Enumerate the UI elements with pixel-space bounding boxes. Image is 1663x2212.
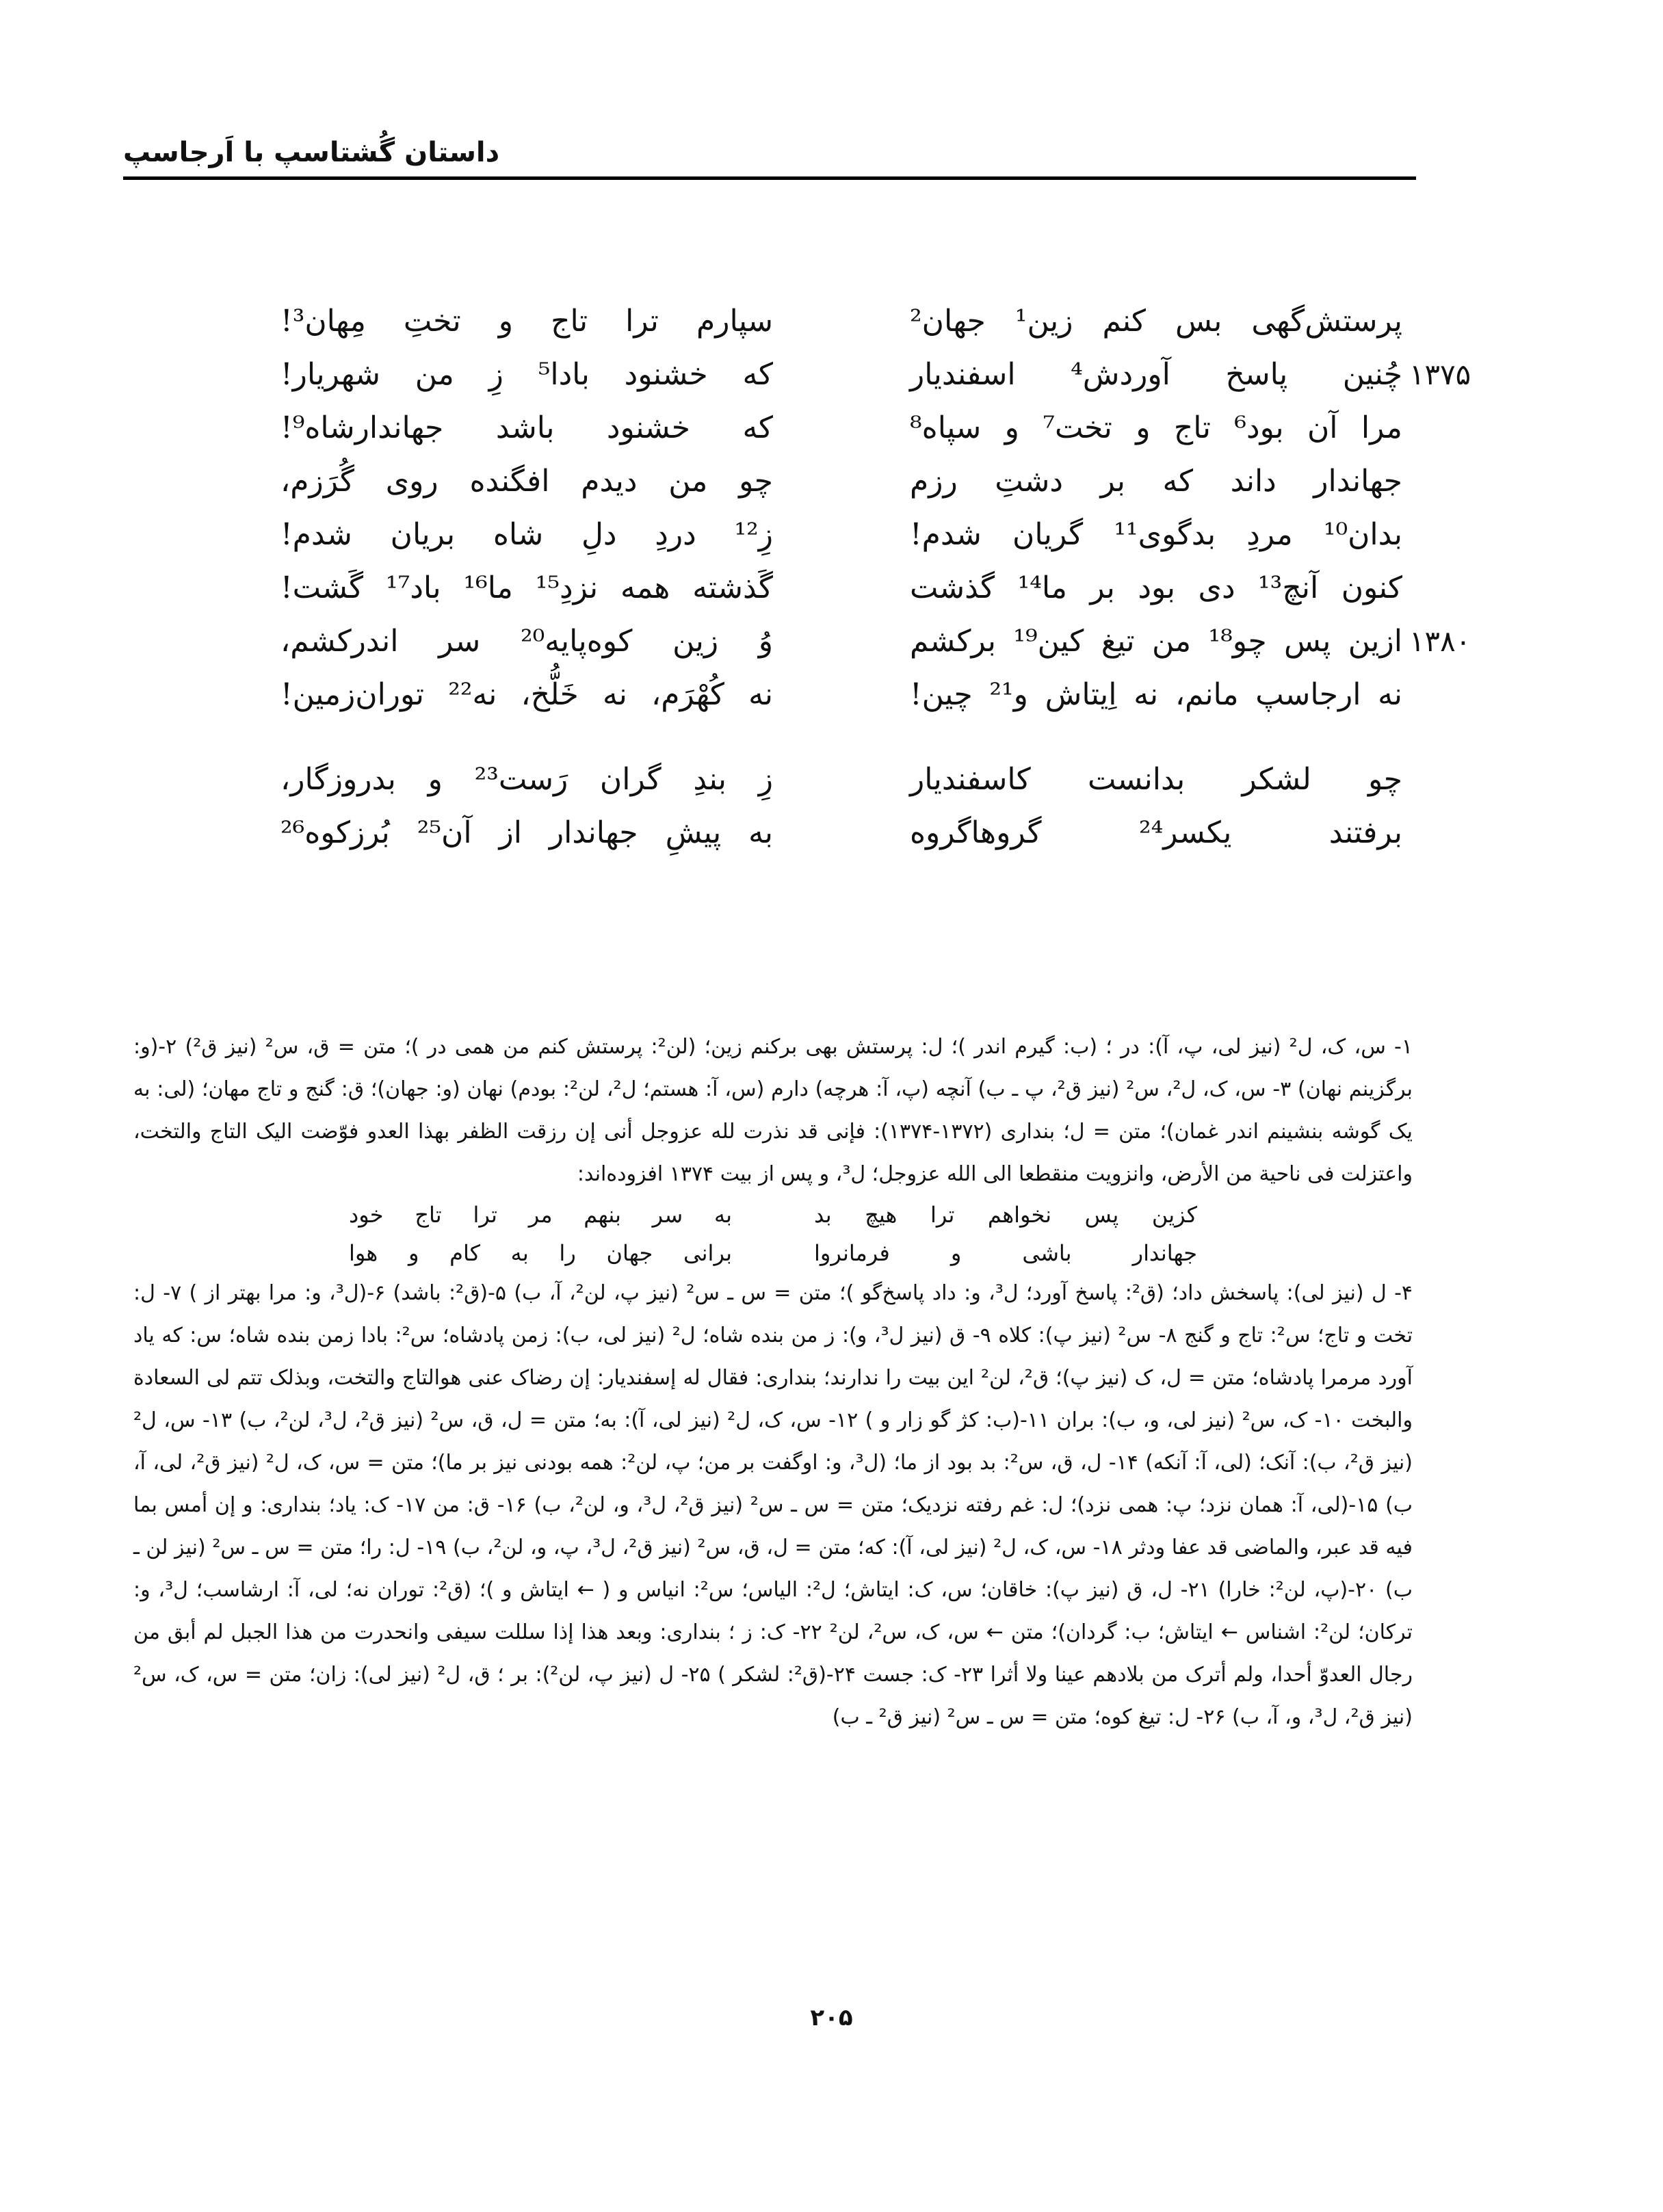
- couplet: [233, 347, 1471, 401]
- hemistich-first: بدان¹⁰ مردِ بدگوی¹¹ گریان شدم!: [910, 516, 1402, 552]
- hemistich-second: گَذشته همه نزدِ¹⁵ ما¹⁶ باد¹⁷ گَشت!: [280, 570, 773, 605]
- hemistich-second: به پیشِ جهاندار از آن²⁵ بُرزکوه²⁶: [280, 815, 773, 850]
- couplet: [233, 668, 1402, 721]
- hemistich-second: که خشنود بادا⁵ زِ من شهریار!: [280, 356, 773, 392]
- hemistich-second: چو من دیدم افگنده روی گُرَزم،: [280, 463, 773, 499]
- couplet: [233, 561, 1402, 614]
- hemistich-first: نه ارجاسپ مانم، نه اِیتاش و²¹ چین!: [910, 676, 1402, 712]
- inserted-verse: [133, 1196, 1413, 1234]
- hemistich-second: برانی جهان را به کام و هوا: [349, 1240, 732, 1266]
- hemistich-second: نه کُهْرَم، نه خَلُّخ، نه²² توران‌زمین!: [280, 676, 773, 712]
- couplet: [233, 294, 1402, 347]
- inserted-verse: [133, 1234, 1413, 1272]
- hemistich-first: جهاندار داند که بر دشتِ رزم: [910, 463, 1402, 499]
- hemistich-first: چُنین پاسخ آوردش⁴ اسفندیار: [910, 356, 1403, 392]
- couplet: [233, 614, 1471, 668]
- couplet: [233, 508, 1402, 561]
- hemistich-first: مرا آن بود⁶ تاج و تخت⁷ و سپاه⁸: [910, 410, 1402, 445]
- poem-body: [233, 294, 1471, 859]
- hemistich-second: سپارم ترا تاج و تختِ مِهان³!: [280, 303, 773, 339]
- footnote-paragraph-1: ۱- س، ک، ل² (نیز لی، پ، آ): در ؛ (ب: گیرم اندر )؛ ل: پرستش بهی برکنم زین؛ (لن²: پرستش کنم من همی در )؛ متن = ق، س² (نیز ق²) ۲-(و: برگزینم نهان) ۳- س، ک، ل²، س² (نیز ق²، پ ـ ب) آنچه (پ، آ: هرچه) دارم (س، آ: هستم؛ ل²، لن²: بودم) نهان (و: جهان)؛ ق: گنج و تاج مهان؛ (لی: به یک گوشه بنشینم اندر غمان)؛ متن = ل؛ بنداری (۱۳۷۲-۱۳۷۴): فإنی قد نذرت لله عزوجل أنی إن رزقت الظفر بهذا العدو فوّضت الیک التاج والتخت، واعتزلت فی ناحیة من الأرض، وانزویت منقطعا الی الله عزوجل؛ ل³، و پس از بیت ۱۳۷۴ افزوده‌اند:: [133, 1035, 1413, 1186]
- header-rule: [123, 176, 1416, 180]
- footnotes: [133, 1026, 1413, 1739]
- hemistich-first: پرستش‌گهی بس کنم زین¹ جهان²: [910, 303, 1402, 339]
- hemistich-second: زِ¹² دردِ دلِ شاه بریان شدم!: [280, 516, 773, 552]
- footnote-paragraph-2: ۴- ل (نیز لی): پاسخش داد؛ (ق²: پاسخ آورد؛ ل³، و: داد پاسخ‌گو )؛ متن = س ـ س² (نیز پ، لن²، آ، ب) ۵-(ق²: باشد) ۶-(ل³، و: مرا بهتر از ) ۷- ل: تخت و تاج؛ س²: تاج و گنج ۸- س² (نیز پ): کلاه ۹- ق (نیز ل³، و): ز من بنده شاه؛ ل² (نیز لی، ب): زمن پادشاه؛ س²: بادا زمن بنده شاه؛ س: که یاد آورد مرمرا پادشاه؛ متن = ل، ک (نیز پ)؛ ق²، لن² این بیت را ندارند؛ بنداری: فقال له إسفندیار: إن رضاک عنی هوالتاج والتخت، وبذلک تتم لی السعادة والبخت ۱۰- ک، س² (نیز لی، و، ب): بران ۱۱-(ب: کژ گو زار و ) ۱۲- س، ک، ل² (نیز لی، آ): به؛ متن = ل، ق، س² (نیز ق²، ل³، لن²، ب) ۱۳- س، ل² (نیز ق²، ب): آنک؛ (لی، آ: آنکه) ۱۴- ل، ق، س²: بد بود از ما؛ (ل³، و: اوگفت بر من؛ پ، لن²: همه بودنی نیز بر ما)؛ متن = س، ک، ل² (نیز ق²، لی، آ، ب) ۱۵-(لی، آ: همان نزد؛ پ: همی نزد)؛ ل: غم رفته نزدیک؛ متن = س ـ س² (نیز ق²، ل³، و، لن²، ب) ۱۶- ق: من ۱۷- ک: یاد؛ بنداری: و إن أمس بما فیه قد عبر، والماضی قد عفا ودثر ۱۸- س، ک، ل² (نیز لی، آ): که؛ متن = ل، ق، س² (نیز ق²، ل³، پ، و، لن²، ب) ۱۹- ل: را؛ متن = س ـ س² (نیز لن ـ ب) ۲۰-(پ، لن²: خارا) ۲۱- ل، ق (نیز پ): خاقان؛ س، ک: ایتاش؛ ل²: الیاس؛ س²: انیاس و ( ← ایتاش و )؛ (ق²: توران نه؛ لی، آ: ارشاسب؛ ل³، و: ترکان؛ لن²: اشناس ← ایتاش؛ ب: گردان)؛ متن ← س، ک، س²، لن² ۲۲- ک: ز ؛ بنداری: وبعد هذا إذا سللت سیفی وانحدرت من هذا الجبل لم أبق من رجال العدوّ أحدا، ولم أترک من بلادهم عینا ولا أثرا ۲۳- ک: جست ۲۴-(ق²: لشکر ) ۲۵- ل (نیز پ، لن²): بر ؛ ق، ل² (نیز لی): زان؛ متن = س، ک، س² (نیز ق²، ل³، و، آ، ب) ۲۶- ل: تیغ کوه؛ متن = س ـ س² (نیز ق² ـ ب): [133, 1281, 1413, 1729]
- hemistich-first: کنون آنچ¹³ دی بود بر ما¹⁴ گذشت: [910, 570, 1402, 605]
- couplet: [233, 806, 1402, 859]
- line-number: ۱۳۷۵: [1409, 357, 1471, 391]
- couplet: [233, 401, 1402, 454]
- hemistich-first: کزین پس نخواهم ترا هیچ بد: [814, 1202, 1197, 1228]
- hemistich-first: چو لشکر بدانست کاسفندیار: [910, 761, 1402, 797]
- hemistich-first: جهاندار باشی و فرمانروا: [814, 1240, 1197, 1266]
- hemistich-second: به سر بنهم مر ترا تاج خود: [349, 1202, 732, 1228]
- hemistich-second: که خشنود باشد جهاندارشاه⁹!: [280, 410, 773, 445]
- line-number: ۱۳۸۰: [1409, 624, 1471, 658]
- hemistich-second: وُ زین کوه‌پایه²⁰ سر اندرکشم،: [280, 623, 773, 659]
- couplet: [233, 454, 1402, 508]
- hemistich-first: برفتند یکسر²⁴ گروهاگروه: [910, 815, 1402, 850]
- hemistich-second: زِ بندِ گران رَست²³ و بدروزگار،: [280, 761, 773, 797]
- running-header-title: داستان گُشتاسپ با اَرجاسپ: [123, 137, 500, 168]
- couplet: [233, 752, 1402, 806]
- hemistich-first: ازین پس چو¹⁸ من تیغ کین¹⁹ برکشم: [910, 623, 1402, 659]
- page-number: ۲۰۵: [810, 2004, 853, 2031]
